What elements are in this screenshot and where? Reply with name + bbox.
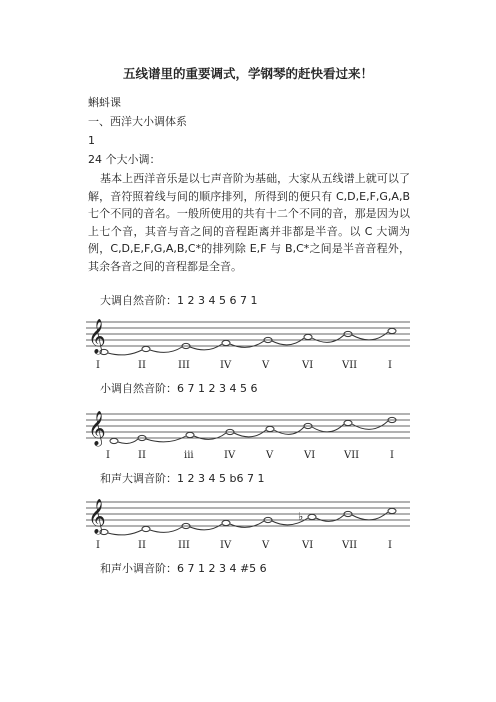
svg-text:I: I (388, 540, 392, 551)
svg-text:iii: iii (184, 450, 194, 461)
degree-labels (96, 540, 392, 551)
section-heading: 一、西洋大小调体系 (88, 115, 187, 128)
body-paragraph: 基本上西洋音乐是以七声音阶为基础，大家从五线谱上就可以了解，音符照着线与间的顺序排列，所得到的便只有 C,D,E,F,G,A,B 七个不同的音名。一般所使用的共有十二个不同的音，那是因为以上七个音，其音与音之间的音程距离并非都是半音。以 C 大调为例，C,D,E,F,G,A,B,C*的排列除 E,F 与 B,C*之间是半音音程外，其余各音之间的音程都是全音。 (88, 172, 410, 273)
svg-text:VI: VI (302, 540, 314, 551)
svg-text:I: I (388, 360, 392, 371)
degree-labels (106, 450, 394, 461)
svg-text:III: III (178, 360, 190, 371)
staff-harmonic-major-scale (86, 492, 410, 558)
svg-text:III: III (178, 540, 190, 551)
svg-text:V: V (262, 360, 270, 371)
svg-text:V: V (266, 450, 274, 461)
treble-clef-icon: 𝄞 (88, 411, 106, 446)
svg-text:IV: IV (220, 540, 232, 551)
svg-text:IV: IV (220, 360, 232, 371)
svg-text:II: II (138, 360, 146, 371)
staff-major-scale (86, 314, 410, 372)
svg-text:VII: VII (342, 360, 358, 371)
degree-labels (96, 360, 392, 371)
source-label: 蝌蚪课 (88, 96, 121, 109)
svg-text:I: I (390, 450, 394, 461)
subheading: 24 个大小调： (88, 153, 161, 166)
svg-text:VII: VII (344, 450, 360, 461)
svg-text:V: V (262, 540, 270, 551)
scale-caption-minor: 小调自然音阶：6 7 1 2 3 4 5 6 (100, 382, 258, 395)
svg-text:I: I (96, 360, 100, 371)
flat-sign-icon: ♭ (298, 510, 304, 523)
svg-text:II: II (138, 450, 146, 461)
svg-text:VI: VI (304, 450, 316, 461)
section-number: 1 (88, 134, 95, 147)
svg-text:I: I (106, 450, 110, 461)
page-title: 五线谱里的重要调式，学钢琴的赶快看过来！ (122, 66, 373, 81)
svg-text:IV: IV (224, 450, 236, 461)
treble-clef-icon: 𝄞 (88, 499, 106, 534)
svg-text:VI: VI (302, 360, 314, 371)
svg-text:II: II (138, 540, 146, 551)
scale-caption-major: 大调自然音阶：1 2 3 4 5 6 7 1 (100, 294, 258, 307)
svg-text:I: I (96, 540, 100, 551)
staff-minor-scale (86, 404, 410, 462)
treble-clef-icon: 𝄞 (88, 319, 106, 354)
scale-caption-harmonic-minor: 和声小调音阶：6 7 1 2 3 4 #5 6 (100, 562, 267, 575)
svg-text:VII: VII (342, 540, 358, 551)
scale-caption-harmonic-major: 和声大调音阶：1 2 3 4 5 b6 7 1 (100, 472, 265, 485)
